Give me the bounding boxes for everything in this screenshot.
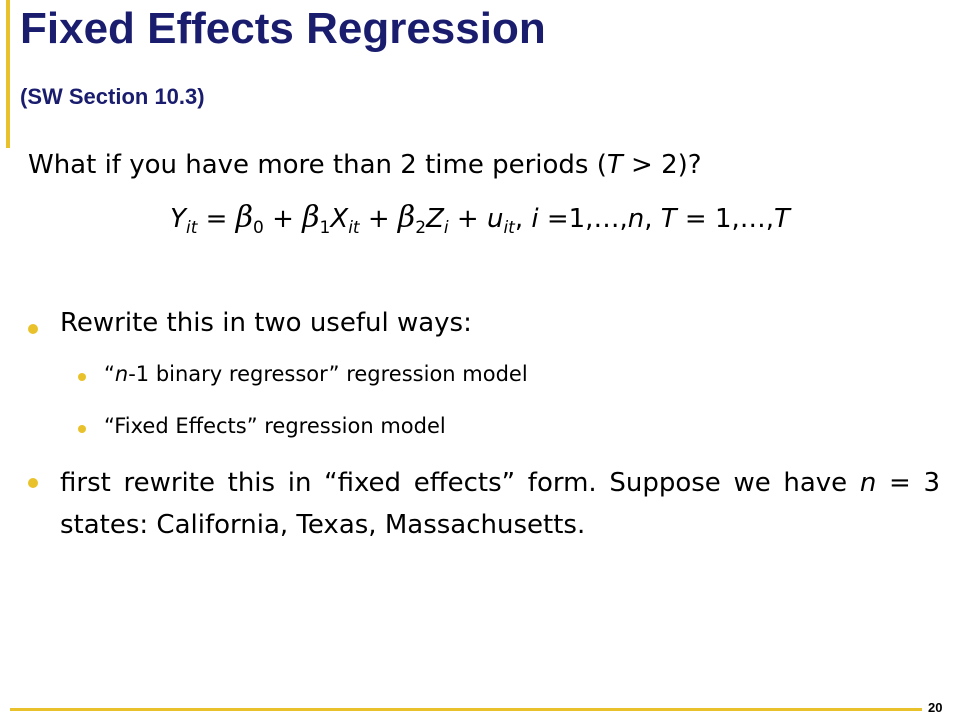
slide-subtitle: (SW Section 10.3) <box>20 84 205 109</box>
eq-x-sub: it <box>348 218 360 239</box>
page-number: 20 <box>928 700 943 715</box>
eq-beta1-sub: 1 <box>319 218 331 239</box>
question-pre: What if you have more than 2 time periods ( <box>28 150 607 180</box>
eq-y-sub: it <box>185 218 198 239</box>
eq-plus1: + <box>263 204 303 234</box>
title-accent-bar <box>6 0 10 148</box>
eq-i-range: =1,…, <box>538 204 628 234</box>
bullet-dot <box>28 478 38 488</box>
slide-title: Fixed Effects Regression <box>20 4 546 53</box>
sub1-rest: -1 binary regressor” regression model <box>128 362 528 386</box>
eq-y: Y <box>170 204 186 234</box>
eq-z: Z <box>426 204 444 234</box>
para-var: n <box>859 468 877 498</box>
eq-beta1: β <box>302 200 320 235</box>
sub2-text: “Fixed Effects” regression model <box>104 414 446 438</box>
eq-t-end: T <box>774 204 790 234</box>
sub1-open: “ <box>104 362 115 386</box>
eq-beta2-sub: 2 <box>415 218 427 239</box>
sub1-var: n <box>114 362 129 386</box>
para-rest: = 3 states: California, Texas, Massachusetts. <box>60 468 940 540</box>
eq-tail-sep: , <box>514 204 532 234</box>
eq-x: X <box>330 204 349 234</box>
sub-bullet-fixed <box>78 414 446 438</box>
question-post: > 2)? <box>622 150 702 180</box>
eq-n: n <box>627 204 645 234</box>
eq-plus2: + <box>359 204 398 234</box>
eq-i: i <box>531 204 539 234</box>
bullet-rewrite-text: Rewrite this in two useful ways: <box>60 308 472 338</box>
eq-t-range: = 1,…, <box>676 204 775 234</box>
eq-beta0: β <box>235 200 254 235</box>
para-text: first rewrite this in “fixed effects” form. Suppose we have <box>60 468 860 498</box>
eq-t: T <box>660 204 677 234</box>
eq-comma: , <box>644 204 661 234</box>
sub-bullet-binary <box>78 362 528 386</box>
eq-u-sub: it <box>503 218 515 239</box>
bullet-rewrite <box>28 308 472 338</box>
eq-beta0-sub: 0 <box>253 218 264 239</box>
eq-plus3: + <box>448 204 487 234</box>
footer-accent-bar <box>10 708 922 711</box>
question-var: T <box>606 150 623 180</box>
eq-z-sub: i <box>443 218 449 239</box>
question-line <box>28 150 702 180</box>
model-equation <box>0 200 960 238</box>
bullet-first-rewrite <box>60 462 940 546</box>
eq-u: u <box>486 204 504 234</box>
eq-equals: = <box>197 204 236 234</box>
eq-beta2: β <box>397 200 416 235</box>
